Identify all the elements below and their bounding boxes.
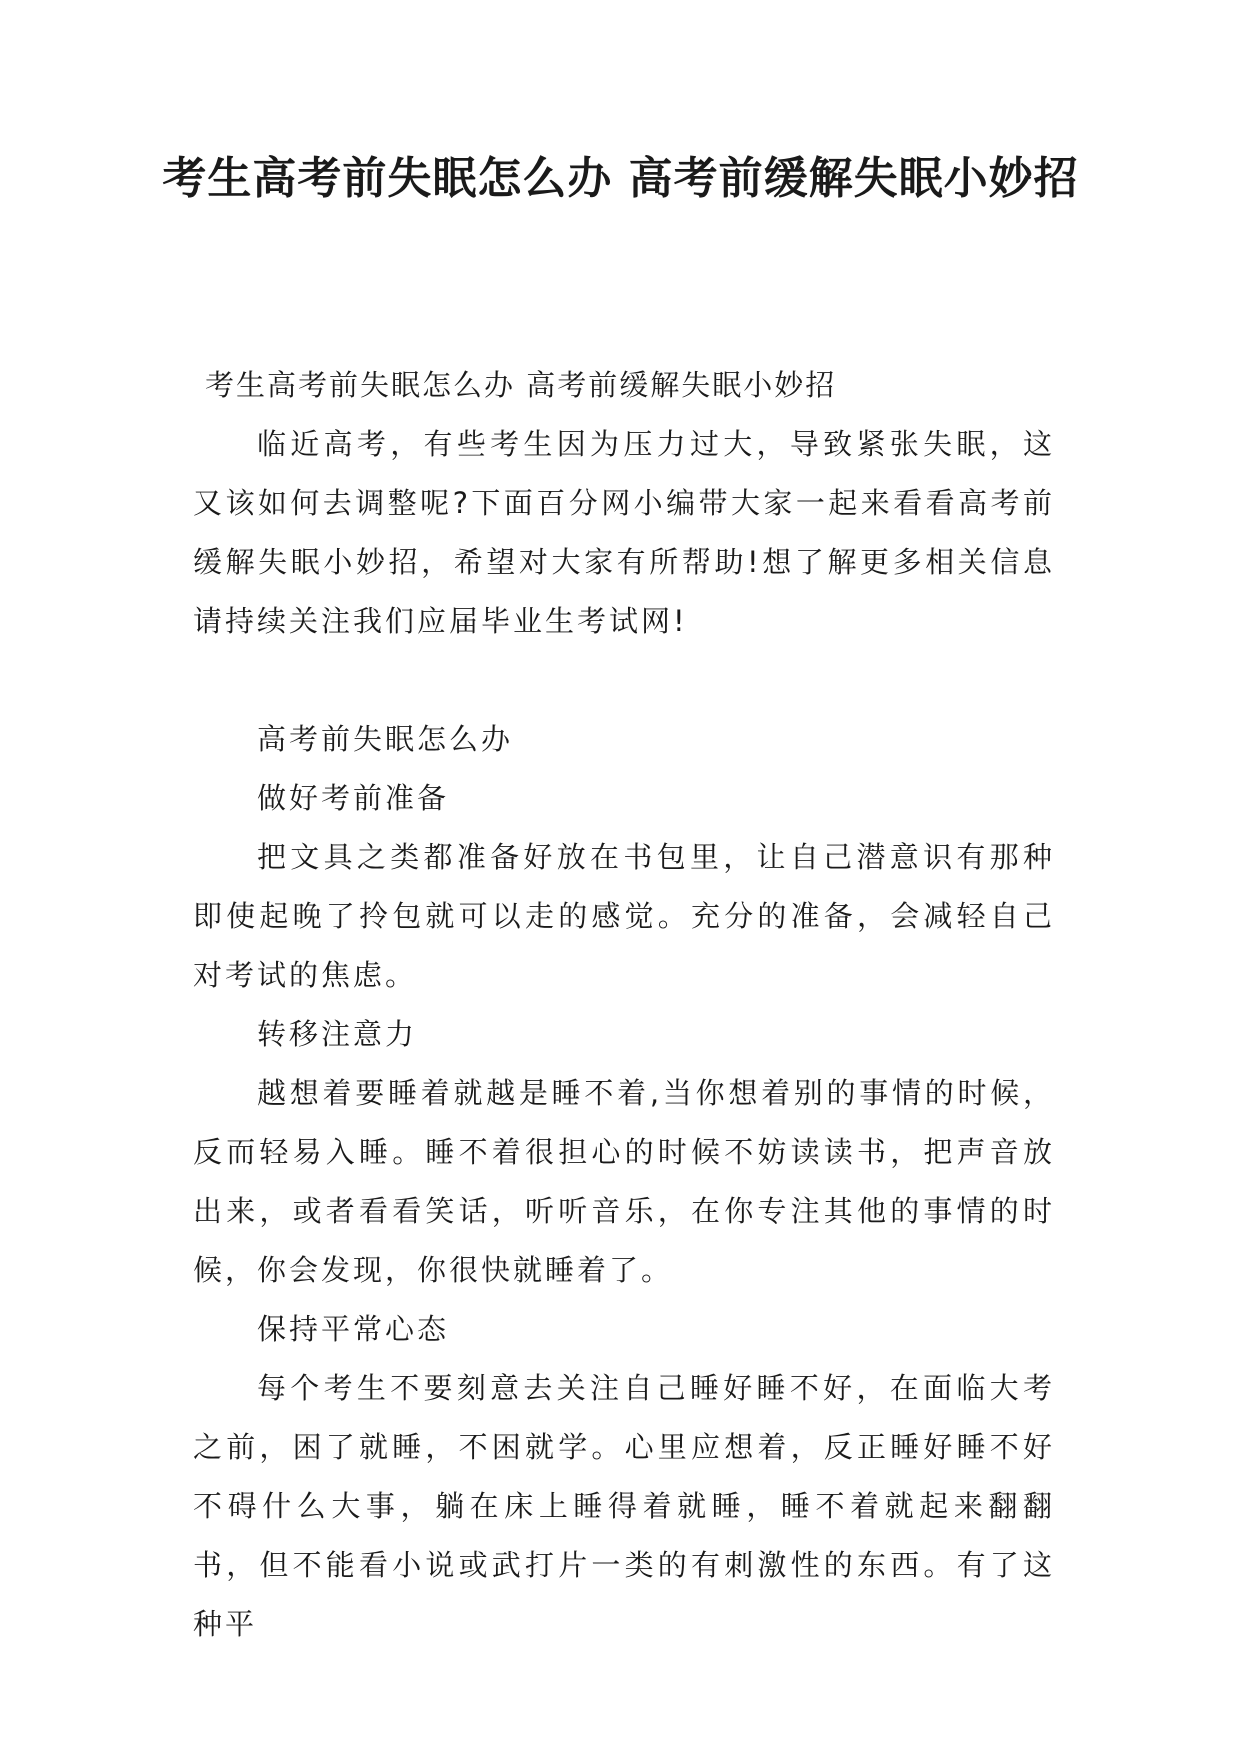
paragraph-gap xyxy=(193,651,1055,710)
subsection-heading: 做好考前准备 xyxy=(257,781,450,815)
subsection-paragraph: 每个考生不要刻意去关注自己睡好睡不好，在面临大考之前，困了就睡，不困就学。心里应想着，反正睡好睡不好不碍什么大事，躺在床上睡得着就睡，睡不着就起来翻翻书，但不能看小说或武打片一类的有刺激性的东西。有了这种平 xyxy=(193,1371,1055,1641)
document-subtitle: 考生高考前失眠怎么办 高考前缓解失眠小妙招 xyxy=(205,368,837,402)
section-heading: 高考前失眠怎么办 xyxy=(257,722,514,756)
subsection-heading: 保持平常心态 xyxy=(257,1312,450,1346)
subsection-heading: 转移注意力 xyxy=(257,1017,418,1051)
subsection-paragraph: 把文具之类都准备好放在书包里，让自己潜意识有那种即使起晚了拎包就可以走的感觉。充分的准备，会减轻自己对考试的焦虑。 xyxy=(193,840,1055,992)
intro-paragraph: 临近高考，有些考生因为压力过大，导致紧张失眠，这又该如何去调整呢?下面百分网小编带大家一起来看看高考前缓解失眠小妙招，希望对大家有所帮助!想了解更多相关信息请持续关注我们应届毕业生考试网! xyxy=(193,427,1055,638)
document-body xyxy=(193,356,1055,1654)
document-title: 考生高考前失眠怎么办 高考前缓解失眠小妙招 xyxy=(162,153,1079,204)
subsection-paragraph: 越想着要睡着就越是睡不着,当你想着别的事情的时候，反而轻易入睡。睡不着很担心的时候不妨读读书，把声音放出来，或者看看笑话，听听音乐，在你专注其他的事情的时候，你会发现，你很快就睡着了。 xyxy=(193,1076,1055,1287)
